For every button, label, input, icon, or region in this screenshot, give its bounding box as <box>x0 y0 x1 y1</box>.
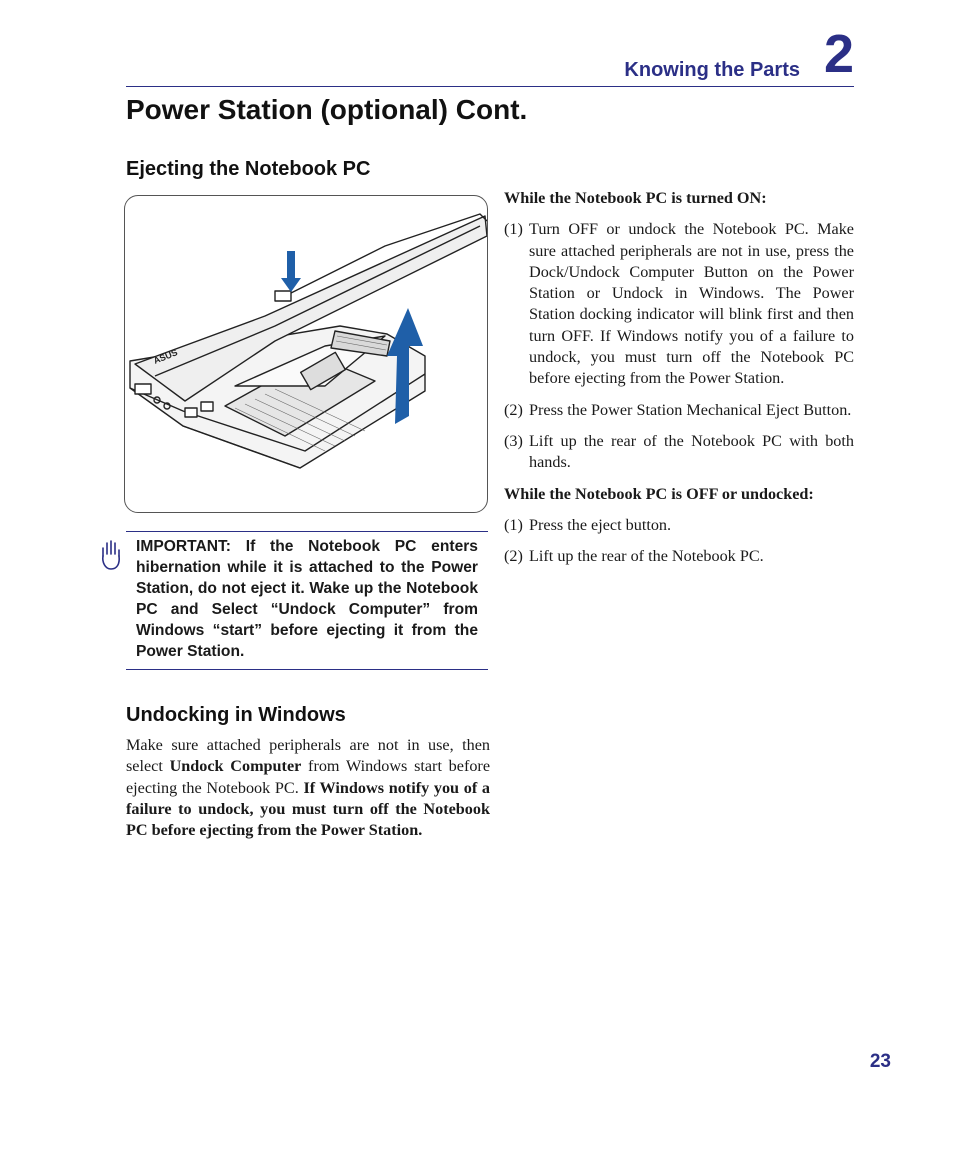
step-text: Press the eject button. <box>529 515 672 534</box>
on-step-2 <box>504 400 854 421</box>
step-number: (3) <box>504 431 523 450</box>
chapter-number: 2 <box>823 24 854 84</box>
step-number: (1) <box>504 515 523 534</box>
undock-warning: If Windows notify you of a failure to undock, you must turn off the Notebook PC before ejecting from the Power Station. <box>126 778 490 840</box>
notebook-eject-illustration <box>124 195 488 513</box>
undock-computer-term: Undock Computer <box>169 757 302 776</box>
step-number: (1) <box>504 220 523 239</box>
undock-text-1: Make sure attached peripherals are not in use, then select <box>126 736 490 776</box>
right-column <box>504 188 854 577</box>
chapter-header <box>126 24 854 87</box>
page-title: Power Station (optional) Cont. <box>126 94 528 125</box>
step-text: Lift up the rear of the Notebook PC with both hands. <box>529 431 854 472</box>
chapter-title: Knowing the Parts <box>624 59 800 81</box>
step-text: Lift up the rear of the Notebook PC. <box>529 547 764 566</box>
eject-heading: Ejecting the Notebook PC <box>126 158 371 180</box>
on-step-1 <box>504 219 854 389</box>
hand-caution-icon <box>98 538 124 572</box>
page-number: 23 <box>869 1051 891 1072</box>
step-number: (2) <box>504 547 523 566</box>
step-text: Turn OFF or undock the Notebook PC. Make sure attached peripherals are not in use, press the Dock/Undock Computer Button on the Power Station or Undock in Windows. The Power Station docking indicator will blink first and then turn OFF. If Windows notify you of a failure to undock, you must turn off the Notebook PC before ejecting from the Power Station. <box>529 220 854 388</box>
turned-on-heading: While the Notebook PC is turned ON: <box>504 189 767 207</box>
press-down-arrow-icon <box>281 251 301 292</box>
off-heading: While the Notebook PC is OFF or undocked: <box>504 484 814 503</box>
off-step-2 <box>504 546 854 567</box>
undock-text-2: from Windows start before ejecting the Notebook PC. <box>126 757 491 797</box>
brand-mark: ASUS <box>152 347 179 366</box>
undock-paragraph <box>126 735 490 841</box>
step-text: Press the Power Station Mechanical Eject Button. <box>529 400 852 419</box>
undock-heading: Undocking in Windows <box>126 704 346 726</box>
important-note <box>126 531 488 670</box>
important-note-text: IMPORTANT: If the Notebook PC enters hibernation while it is attached to the Power Station, do not eject it. Wake up the Notebook PC and Select “Undock Computer” from Windows “start” before ejecting it from the Power Station. <box>136 538 478 660</box>
off-step-1 <box>504 515 854 536</box>
step-number: (2) <box>504 400 523 419</box>
on-step-3 <box>504 431 854 474</box>
